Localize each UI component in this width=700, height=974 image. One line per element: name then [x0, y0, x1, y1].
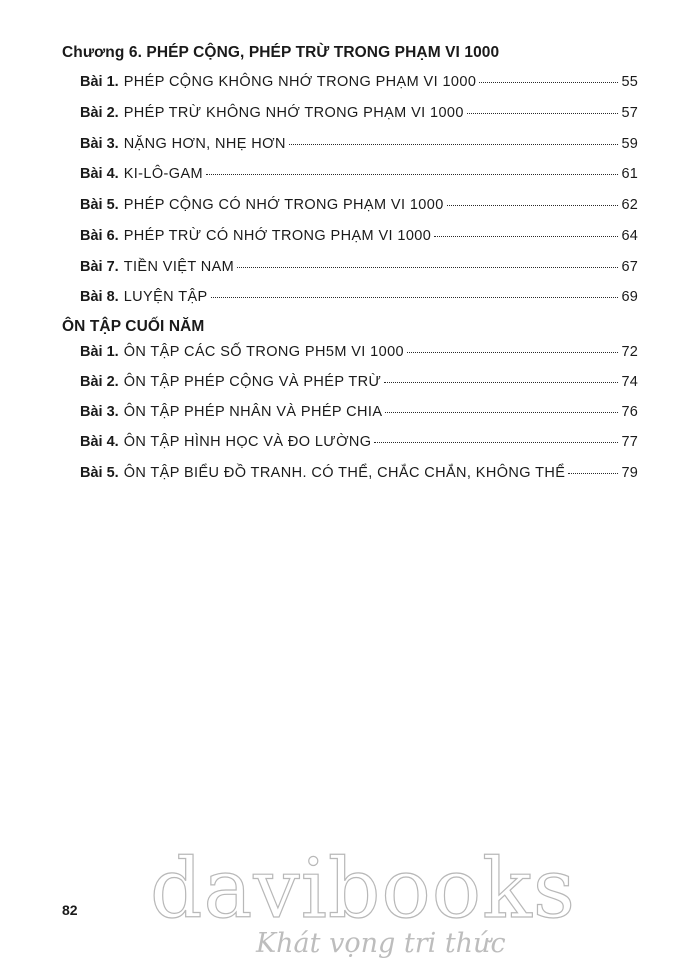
lesson-number: Bài 5. [80, 197, 119, 213]
toc-entry[interactable] [80, 289, 638, 311]
lesson-page: 57 [621, 105, 638, 121]
watermark-brand: davibooks [150, 842, 576, 937]
dot-leader [385, 412, 618, 413]
toc-entry[interactable] [80, 197, 638, 219]
dot-leader [384, 382, 618, 383]
lesson-number: Bài 3. [80, 404, 119, 420]
dot-leader [467, 113, 619, 114]
lesson-page: 77 [621, 434, 638, 450]
toc-entry[interactable] [80, 228, 638, 250]
lesson-title: PHÉP TRỪ KHÔNG NHỚ TRONG PHẠM VI 1000 [123, 105, 464, 121]
toc-entry[interactable] [80, 434, 638, 456]
lesson-number: Bài 7. [80, 259, 119, 275]
page-number: 82 [62, 902, 78, 918]
dot-leader [434, 236, 618, 237]
lesson-title: ÔN TẬP CÁC SỐ TRONG PH5M VI 1000 [123, 344, 405, 360]
lesson-title: ÔN TẬP HÌNH HỌC VÀ ĐO LƯỜNG [123, 434, 372, 450]
dot-leader [374, 442, 618, 443]
lesson-page: 67 [621, 259, 638, 275]
lesson-title: ÔN TẬP BIỂU ĐỒ TRANH. CÓ THỂ, CHẮC CHẮN, KHÔNG THỂ [123, 465, 566, 481]
lesson-number: Bài 6. [80, 228, 119, 244]
lesson-number: Bài 1. [80, 344, 119, 360]
lesson-page: 61 [621, 166, 638, 182]
lesson-page: 79 [621, 465, 638, 481]
watermark-slogan: Khát vọng tri thức [256, 928, 506, 959]
lesson-title: KI-LÔ-GAM [123, 166, 204, 182]
toc-entry[interactable] [80, 344, 638, 366]
chapter-6-heading: Chương 6. PHÉP CỘNG, PHÉP TRỪ TRONG PHẠM VI 1000 [62, 44, 500, 61]
lesson-title: LUYỆN TẬP [123, 289, 208, 305]
lesson-title: TIỀN VIỆT NAM [123, 259, 235, 275]
lesson-page: 55 [621, 74, 638, 90]
lesson-page: 62 [621, 197, 638, 213]
dot-leader [289, 144, 619, 145]
lesson-number: Bài 5. [80, 465, 119, 481]
review-heading: ÔN TẬP CUỐI NĂM [62, 318, 205, 335]
dot-leader [568, 473, 618, 474]
dot-leader [211, 297, 619, 298]
dot-leader [237, 267, 618, 268]
lesson-page: 59 [621, 136, 638, 152]
lesson-page: 76 [621, 404, 638, 420]
dot-leader [447, 205, 619, 206]
dot-leader [407, 352, 618, 353]
lesson-title: ÔN TẬP PHÉP CỘNG VÀ PHÉP TRỪ [123, 374, 382, 390]
lesson-title: PHÉP CỘNG CÓ NHỚ TRONG PHẠM VI 1000 [123, 197, 444, 213]
lesson-number: Bài 4. [80, 434, 119, 450]
lesson-page: 72 [621, 344, 638, 360]
toc-entry[interactable] [80, 136, 638, 158]
dot-leader [479, 82, 618, 83]
toc-entry[interactable] [80, 259, 638, 281]
lesson-number: Bài 4. [80, 166, 119, 182]
dot-leader [206, 174, 618, 175]
lesson-title: NẶNG HƠN, NHẸ HƠN [123, 136, 286, 152]
lesson-number: Bài 2. [80, 105, 119, 121]
toc-entry[interactable] [80, 465, 638, 487]
toc-entry[interactable] [80, 166, 638, 188]
toc-entry[interactable] [80, 374, 638, 396]
toc-entry[interactable] [80, 74, 638, 96]
toc-entry[interactable] [80, 404, 638, 426]
lesson-number: Bài 8. [80, 289, 119, 305]
toc-entry[interactable] [80, 105, 638, 127]
lesson-page: 69 [621, 289, 638, 305]
lesson-page: 64 [621, 228, 638, 244]
lesson-number: Bài 3. [80, 136, 119, 152]
lesson-title: ÔN TẬP PHÉP NHÂN VÀ PHÉP CHIA [123, 404, 383, 420]
lesson-title: PHÉP CỘNG KHÔNG NHỚ TRONG PHẠM VI 1000 [123, 74, 477, 90]
lesson-title: PHÉP TRỪ CÓ NHỚ TRONG PHẠM VI 1000 [123, 228, 432, 244]
lesson-number: Bài 2. [80, 374, 119, 390]
lesson-page: 74 [621, 374, 638, 390]
lesson-number: Bài 1. [80, 74, 119, 90]
